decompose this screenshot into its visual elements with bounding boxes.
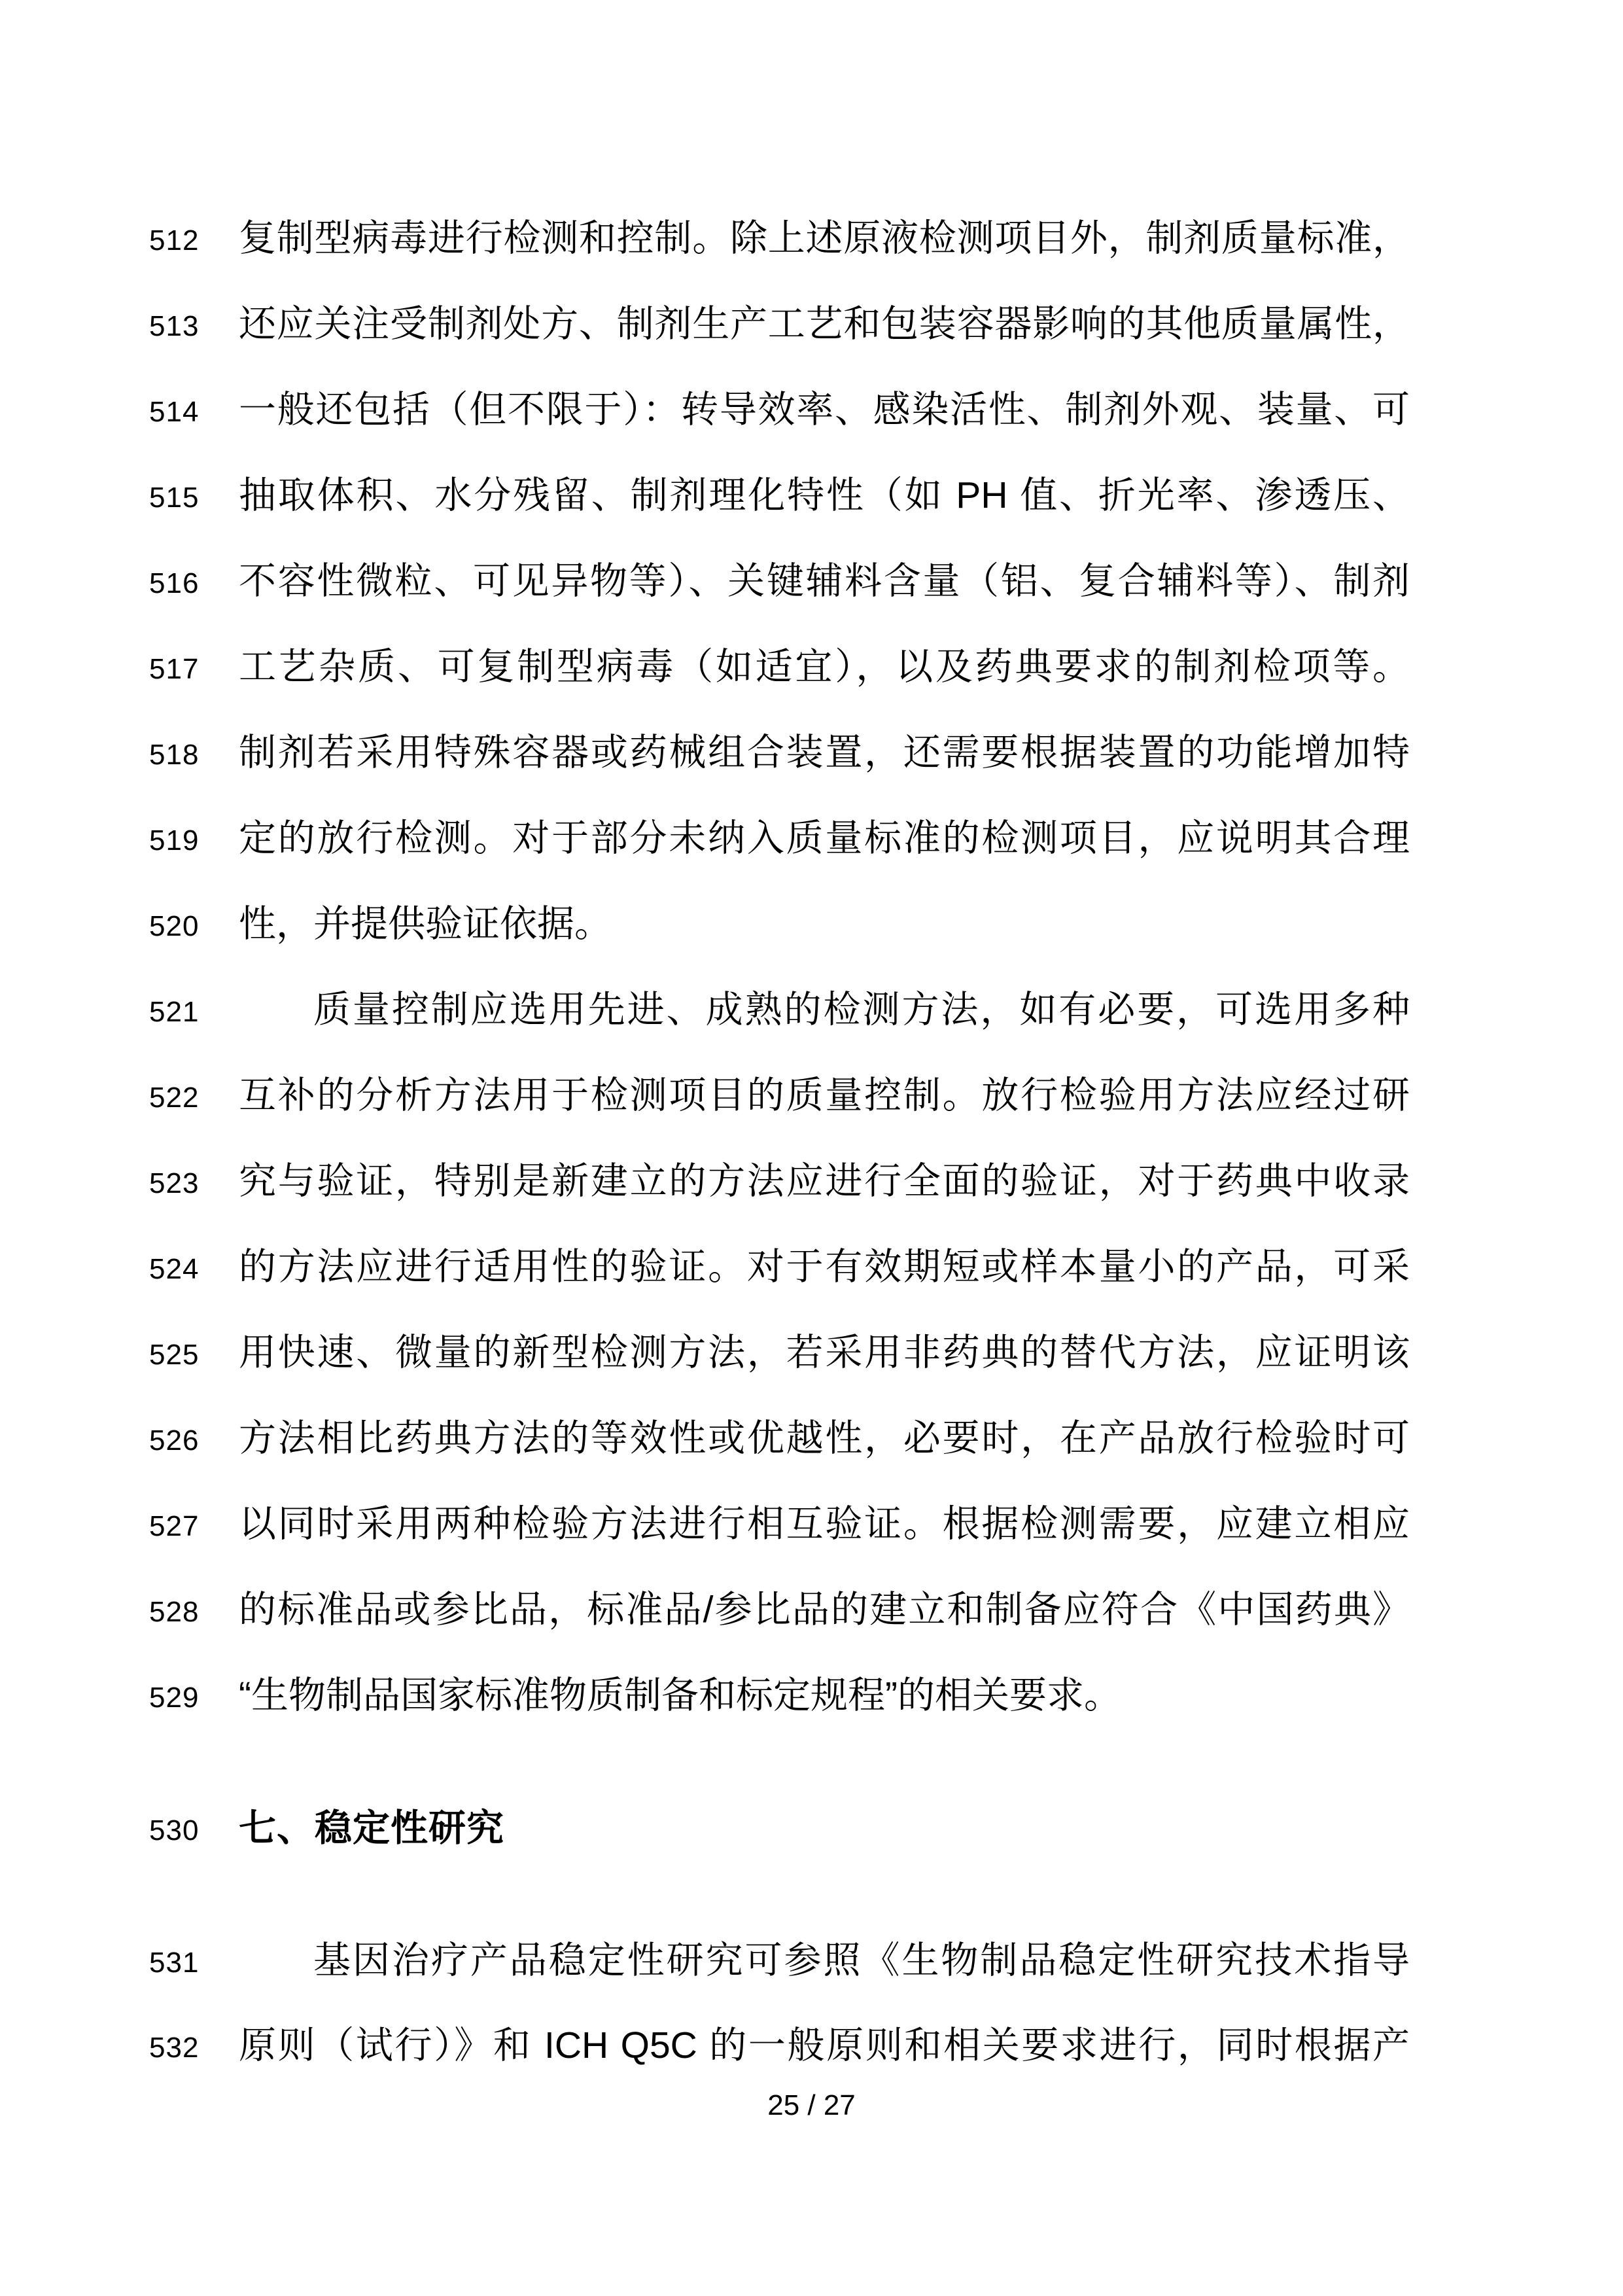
line-text: 基因治疗产品稳定性研究可参照《生物制品稳定性研究技术指导 [313, 1939, 1410, 1981]
line-text: 用快速、微量的新型检测方法，若采用非药典的替代方法，应证明该 [239, 1332, 1410, 1373]
doc-line [0, 2023, 1623, 2073]
line-number: 516 [149, 567, 200, 599]
line-text: “生物制品国家标准物质制备和标定规程”的相关要求。 [239, 1674, 1121, 1716]
doc-line [0, 1673, 1623, 1723]
doc-line [0, 816, 1623, 866]
line-text: 定的放行检测。对于部分未纳入质量标准的检测项目，应说明其合理 [239, 817, 1410, 859]
line-number: 517 [149, 653, 200, 685]
line-number: 518 [149, 739, 200, 771]
doc-line [0, 987, 1623, 1037]
doc-line [0, 1416, 1623, 1466]
line-number: 525 [149, 1339, 200, 1371]
line-number: 513 [149, 310, 200, 342]
doc-line [0, 645, 1623, 694]
doc-line [0, 1245, 1623, 1294]
line-number: 520 [149, 910, 200, 942]
line-text: 互补的分析方法用于检测项目的质量控制。放行检验用方法应经过研 [239, 1074, 1410, 1116]
line-number: 526 [149, 1424, 200, 1457]
doc-line [0, 1502, 1623, 1551]
line-number: 531 [149, 1947, 200, 1979]
line-number: 524 [149, 1253, 200, 1285]
line-text: 复制型病毒进行检测和控制。除上述原液检测项目外，制剂质量标准， [239, 217, 1410, 259]
section-heading [0, 1806, 1623, 1856]
line-text: 方法相比药典方法的等效性或优越性，必要时，在产品放行检验时可 [239, 1417, 1410, 1459]
line-text: 原则（试行）》和 ICH Q5C 的一般原则和相关要求进行，同时根据产 [239, 2024, 1410, 2066]
line-text: 制剂若采用特殊容器或药械组合装置，还需要根据装置的功能增加特 [239, 732, 1410, 773]
doc-line [0, 1159, 1623, 1209]
line-number: 527 [149, 1510, 200, 1542]
line-number: 514 [149, 396, 200, 428]
line-text: 一般还包括（但不限于）：转导效率、感染活性、制剂外观、装量、可 [239, 389, 1410, 431]
doc-line [0, 387, 1623, 437]
doc-line [0, 1073, 1623, 1123]
line-text: 工艺杂质、可复制型病毒（如适宜），以及药典要求的制剂检项等。 [239, 646, 1410, 688]
line-number: 519 [149, 824, 200, 857]
line-number: 532 [149, 2032, 200, 2064]
line-text: 以同时采用两种检验方法进行相互验证。根据检测需要，应建立相应 [239, 1503, 1410, 1545]
line-number: 523 [149, 1167, 200, 1199]
line-text: 还应关注受制剂处方、制剂生产工艺和包装容器影响的其他质量属性， [239, 303, 1410, 345]
line-text: 质量控制应选用先进、成熟的检测方法，如有必要，可选用多种 [313, 989, 1410, 1031]
section-heading-text: 七、稳定性研究 [239, 1807, 504, 1849]
doc-line [0, 302, 1623, 351]
line-number: 528 [149, 1596, 200, 1628]
line-number: 530 [149, 1814, 200, 1846]
line-text: 究与验证，特别是新建立的方法应进行全面的验证，对于药典中收录 [239, 1160, 1410, 1202]
doc-line [0, 1587, 1623, 1637]
doc-line [0, 473, 1623, 523]
line-text: 性，并提供验证依据。 [239, 903, 612, 945]
doc-line [0, 730, 1623, 780]
doc-line [0, 216, 1623, 266]
line-number: 512 [149, 224, 200, 256]
doc-line [0, 1938, 1623, 1988]
line-text: 的方法应进行适用性的验证。对于有效期短或样本量小的产品，可采 [239, 1246, 1410, 1288]
line-text: 的标准品或参比品，标准品/参比品的建立和制备应符合《中国药典》 [239, 1589, 1410, 1631]
line-number: 515 [149, 482, 200, 514]
doc-line [0, 902, 1623, 951]
line-text: 抽取体积、水分残留、制剂理化特性（如 PH 值、折光率、渗透压、 [239, 474, 1410, 516]
line-text: 不容性微粒、可见异物等）、关键辅料含量（铝、复合辅料等）、制剂 [239, 560, 1410, 602]
page-number-footer: 25 / 27 [767, 2089, 856, 2121]
line-number: 529 [149, 1682, 200, 1714]
line-number: 522 [149, 1082, 200, 1114]
doc-line [0, 1330, 1623, 1380]
doc-line [0, 559, 1623, 609]
line-number: 521 [149, 996, 200, 1028]
